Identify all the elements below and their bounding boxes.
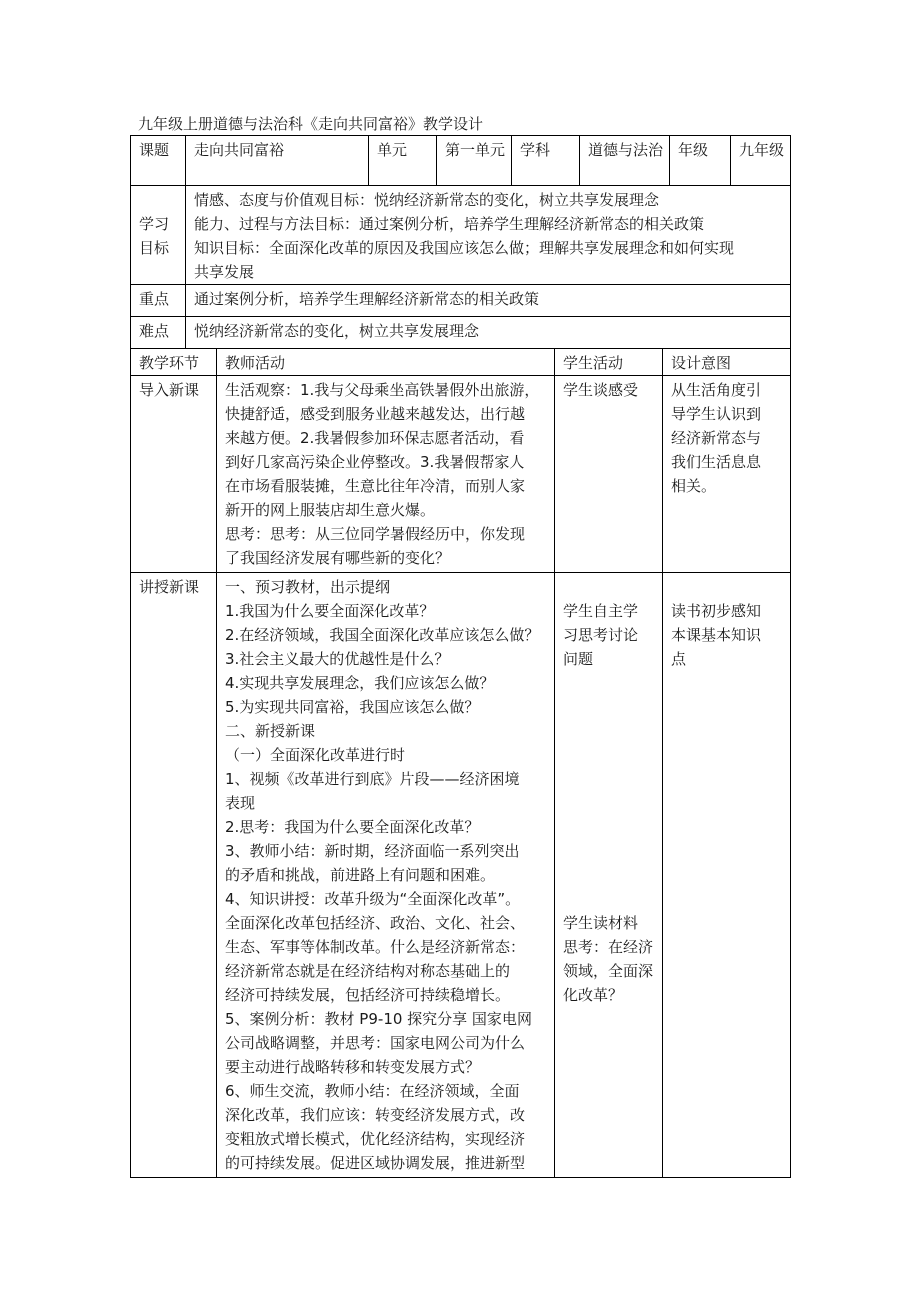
lecture-intent-line: 本课基本知识 (671, 626, 762, 644)
intro-intent-line: 导学生认识到 (671, 405, 762, 423)
lecture-teacher-line: 的可持续发展。促进区域协调发展，推进新型 (225, 1154, 526, 1172)
lecture-teacher-line: 表现 (225, 794, 256, 812)
intro-intent-line: 相关。 (671, 477, 717, 495)
lecture-stage: 讲授新课 (131, 573, 217, 1178)
key-value: 通过案例分析，培养学生理解经济新常态的相关政策 (186, 285, 791, 317)
info-row-goals (131, 186, 791, 285)
plan-table (130, 348, 791, 1178)
lecture-teacher-line: 5.为实现共同富裕，我国应该怎么做？ (225, 698, 480, 716)
lecture-teacher (217, 573, 555, 1178)
lecture-teacher-line: （一）全面深化改革进行时 (225, 746, 406, 764)
difficulty-label: 难点 (131, 317, 186, 349)
lecture-teacher-line: 2.在经济领域，我国全面深化改革应该怎么做？ (225, 626, 540, 644)
subject-value: 道德与法治 (580, 136, 670, 186)
intro-teacher-line: 思考：思考：从三位同学暑假经历中，你发现 (225, 525, 526, 543)
goal-knowledge: 知识目标：全面深化改革的原因及我国应该怎么做；理解共享发展理念和如何实现 (194, 239, 735, 257)
goals-label: 学习目标 (131, 186, 186, 285)
header-teacher: 教师活动 (217, 349, 555, 376)
key-label: 重点 (131, 285, 186, 317)
goal-affective: 情感、态度与价值观目标：悦纳经济新常态的变化，树立共享发展理念 (194, 191, 660, 209)
lecture-teacher-line: 要主动进行战略转移和转变发展方式？ (225, 1058, 481, 1076)
info-row-key (131, 285, 791, 317)
intro-intent (663, 376, 791, 573)
header-intent: 设计意图 (663, 349, 791, 376)
lecture-teacher-line: 3、教师小结：新时期，经济面临一系列突出 (225, 842, 520, 860)
lecture-student-line: 问题 (563, 650, 594, 668)
info-row-difficulty (131, 317, 791, 349)
goals-cell (186, 186, 791, 285)
intro-teacher-line: 在市场看服装摊，生意比往年冷清，而别人家 (225, 477, 526, 495)
lecture-student-line: 学生读材料 (563, 914, 639, 932)
intro-teacher-line: 了我国经济发展有哪些新的变化？ (225, 549, 451, 567)
lecture-teacher-line: 深化改革，我们应该：转变经济发展方式，改 (225, 1106, 526, 1124)
lecture-teacher-line: 1、视频《改革进行到底》片段——经济困境 (225, 770, 520, 788)
topic-label: 课题 (131, 136, 186, 186)
lecture-intent-line: 读书初步感知 (671, 602, 762, 620)
lecture-student-line: 思考：在经济 (563, 938, 654, 956)
info-row-basic (131, 136, 791, 186)
grade-label: 年级 (670, 136, 731, 186)
lecture-teacher-line: 一、预习教材，出示提纲 (225, 578, 391, 596)
lecture-intent-line: 点 (671, 650, 687, 668)
info-table (130, 135, 791, 349)
lecture-student (555, 573, 663, 1178)
intro-teacher (217, 376, 555, 573)
lecture-teacher-line: 的矛盾和挑战，前进路上有问题和困难。 (225, 866, 496, 884)
lecture-teacher-line: 二、新授新课 (225, 722, 316, 740)
page-title: 九年级上册道德与法治科《走向共同富裕》教学设计 (138, 115, 484, 133)
intro-teacher-line: 来越方便。2.我暑假参加环保志愿者活动，看 (225, 429, 525, 447)
lecture-teacher-line: 经济新常态就是在经济结构对称态基础上的 (225, 962, 511, 980)
subject-label: 学科 (512, 136, 580, 186)
lecture-intent (663, 573, 791, 1178)
intro-teacher-line: 到好几家高污染企业停整改。3.我暑假帮家人 (225, 453, 525, 471)
difficulty-value: 悦纳经济新常态的变化，树立共享发展理念 (186, 317, 791, 349)
intro-stage: 导入新课 (131, 376, 217, 573)
lecture-teacher-line: 经济可持续发展，包括经济可持续稳增长。 (225, 986, 511, 1004)
lecture-teacher-line: 1.我国为什么要全面深化改革？ (225, 602, 435, 620)
lecture-student-line: 学生自主学 (563, 602, 639, 620)
lecture-student-line: 领域，全面深 (563, 962, 654, 980)
lecture-teacher-line: 3.社会主义最大的优越性是什么？ (225, 650, 450, 668)
header-stage: 教学环节 (131, 349, 217, 376)
lecture-student-line: 习思考讨论 (563, 626, 639, 644)
intro-teacher-line: 生活观察：1.我与父母乘坐高铁暑假外出旅游， (225, 381, 540, 399)
lecture-student-line: 化改革？ (563, 986, 624, 1004)
intro-student: 学生谈感受 (555, 376, 663, 573)
intro-intent-line: 经济新常态与 (671, 429, 762, 447)
lecture-teacher-line: 6、师生交流，教师小结：在经济领域，全面 (225, 1082, 520, 1100)
lecture-teacher-line: 公司战略调整，并思考：国家电网公司为什么 (225, 1034, 526, 1052)
lecture-teacher-line: 变粗放式增长模式，优化经济结构，实现经济 (225, 1130, 526, 1148)
grade-value: 九年级 (731, 136, 791, 186)
unit-label: 单元 (369, 136, 437, 186)
intro-teacher-line: 新开的网上服装店却生意火爆。 (225, 501, 436, 519)
lecture-teacher-line: 全面深化改革包括经济、政治、文化、社会、 (225, 914, 526, 932)
lecture-teacher-line: 5、案例分析：教材 P9-10 探究分享 国家电网 (225, 1010, 532, 1028)
lecture-teacher-line: 4.实现共享发展理念，我们应该怎么做？ (225, 674, 495, 692)
intro-intent-line: 从生活角度引 (671, 381, 762, 399)
goal-ability: 能力、过程与方法目标：通过案例分析，培养学生理解经济新常态的相关政策 (194, 215, 705, 233)
plan-header-row (131, 349, 791, 376)
intro-intent-line: 我们生活息息 (671, 453, 762, 471)
plan-row-intro (131, 376, 791, 573)
unit-value: 第一单元 (437, 136, 512, 186)
intro-teacher-line: 快捷舒适，感受到服务业越来越发达，出行越 (225, 405, 526, 423)
lecture-teacher-line: 生态、军事等体制改革。什么是经济新常态： (225, 938, 526, 956)
plan-row-lecture (131, 573, 791, 1178)
topic-value: 走向共同富裕 (186, 136, 369, 186)
lecture-teacher-line: 4、知识讲授：改革升级为“全面深化改革”。 (225, 890, 521, 908)
goal-knowledge-continued: 共享发展 (194, 263, 255, 281)
header-student: 学生活动 (555, 349, 663, 376)
lecture-teacher-line: 2.思考：我国为什么要全面深化改革？ (225, 818, 480, 836)
